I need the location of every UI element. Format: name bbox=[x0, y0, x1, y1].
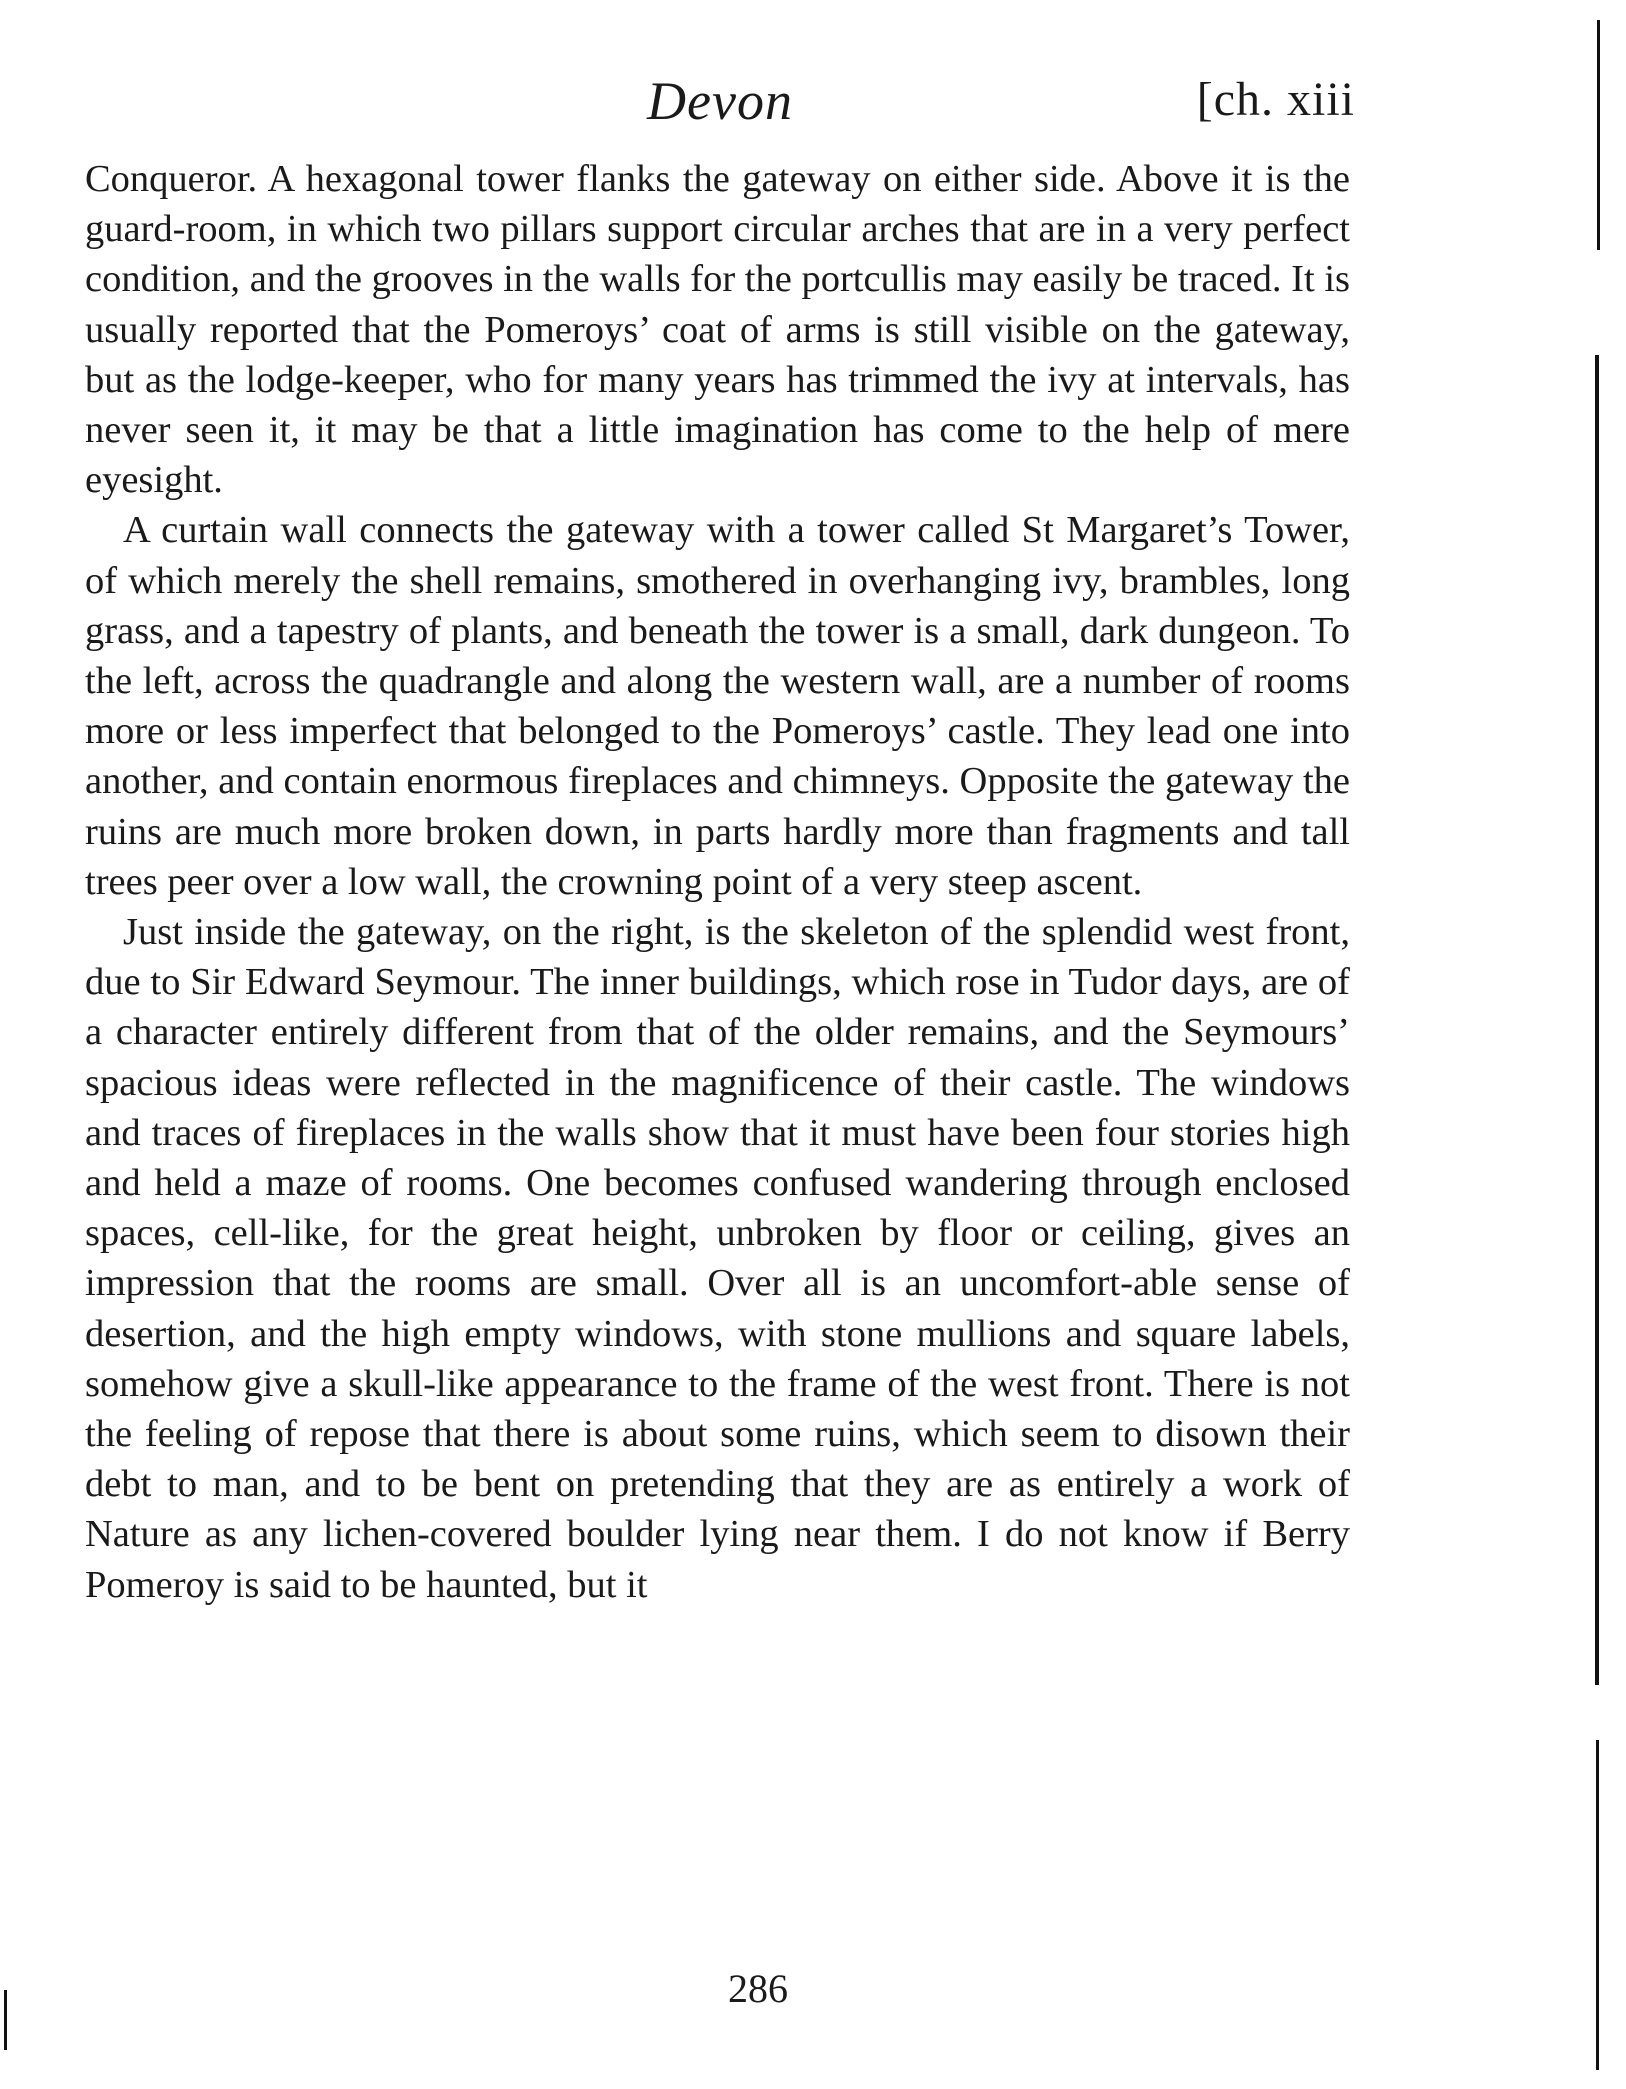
right-edge-line-bottom bbox=[1596, 1740, 1599, 2070]
paragraph-1: Conqueror. A hexagonal tower flanks the gateway on either side. Above it is the guard-room, in which two pillars support circular arches that are in a very perfect condition, and the grooves in the walls for the portcullis may easily be traced. It is usually reported that the Pomeroys’ coat of arms is still visible on the gateway, but as the lodge-keeper, who for many years has trimmed the ivy at intervals, has never seen it, it may be that a little imagination has come to the help of mere eyesight. bbox=[85, 158, 1350, 502]
running-title: Devon bbox=[647, 71, 793, 131]
right-edge-line-top bbox=[1597, 20, 1600, 250]
right-edge-line-middle bbox=[1595, 355, 1599, 1685]
body-text bbox=[85, 154, 1350, 1610]
paragraph-3: Just inside the gateway, on the right, is the skeleton of the splendid west front, due to Sir Edward Seymour. The inner buildings, which rose in Tudor days, are of a character entirely different from that of the older remains, and the Seymours’ spacious ideas were reflected in the magnificence of their castle. The windows and traces of fireplaces in the walls show that it must have been four stories high and held a maze of rooms. One becomes confused wandering through enclosed spaces, cell-like, for the great height, unbroken by floor or ceiling, gives an impression that the rooms are small. Over all is an uncomfort-able sense of desertion, and the high empty windows, with stone mullions and square labels, somehow give a skull-like appearance to the frame of the west front. There is not the feeling of repose that there is about some ruins, which seem to disown their debt to man, and to be bent on pretending that they are as entirely a work of Nature as any lichen-covered boulder lying near them. I do not know if Berry Pomeroy is said to be haunted, but it bbox=[85, 911, 1350, 1606]
page-number: 286 bbox=[728, 1966, 788, 2011]
left-edge-mark bbox=[4, 1990, 7, 2050]
paragraph-2: A curtain wall connects the gateway with a tower called St Margaret’s Tower, of which merely the shell remains, smothered in overhanging ivy, brambles, long grass, and a tapestry of plants, and beneath the tower is a small, dark dungeon. To the left, across the quadrangle and along the western wall, are a number of rooms more or less imperfect that belonged to the Pomeroys’ castle. They lead one into another, and contain enormous fireplaces and chimneys. Opposite the gateway the ruins are much more broken down, in parts hardly more than fragments and tall trees peer over a low wall, the crowning point of a very steep ascent. bbox=[85, 509, 1350, 903]
page-header bbox=[85, 70, 1355, 150]
chapter-reference: [ch. xiii bbox=[1196, 73, 1355, 126]
